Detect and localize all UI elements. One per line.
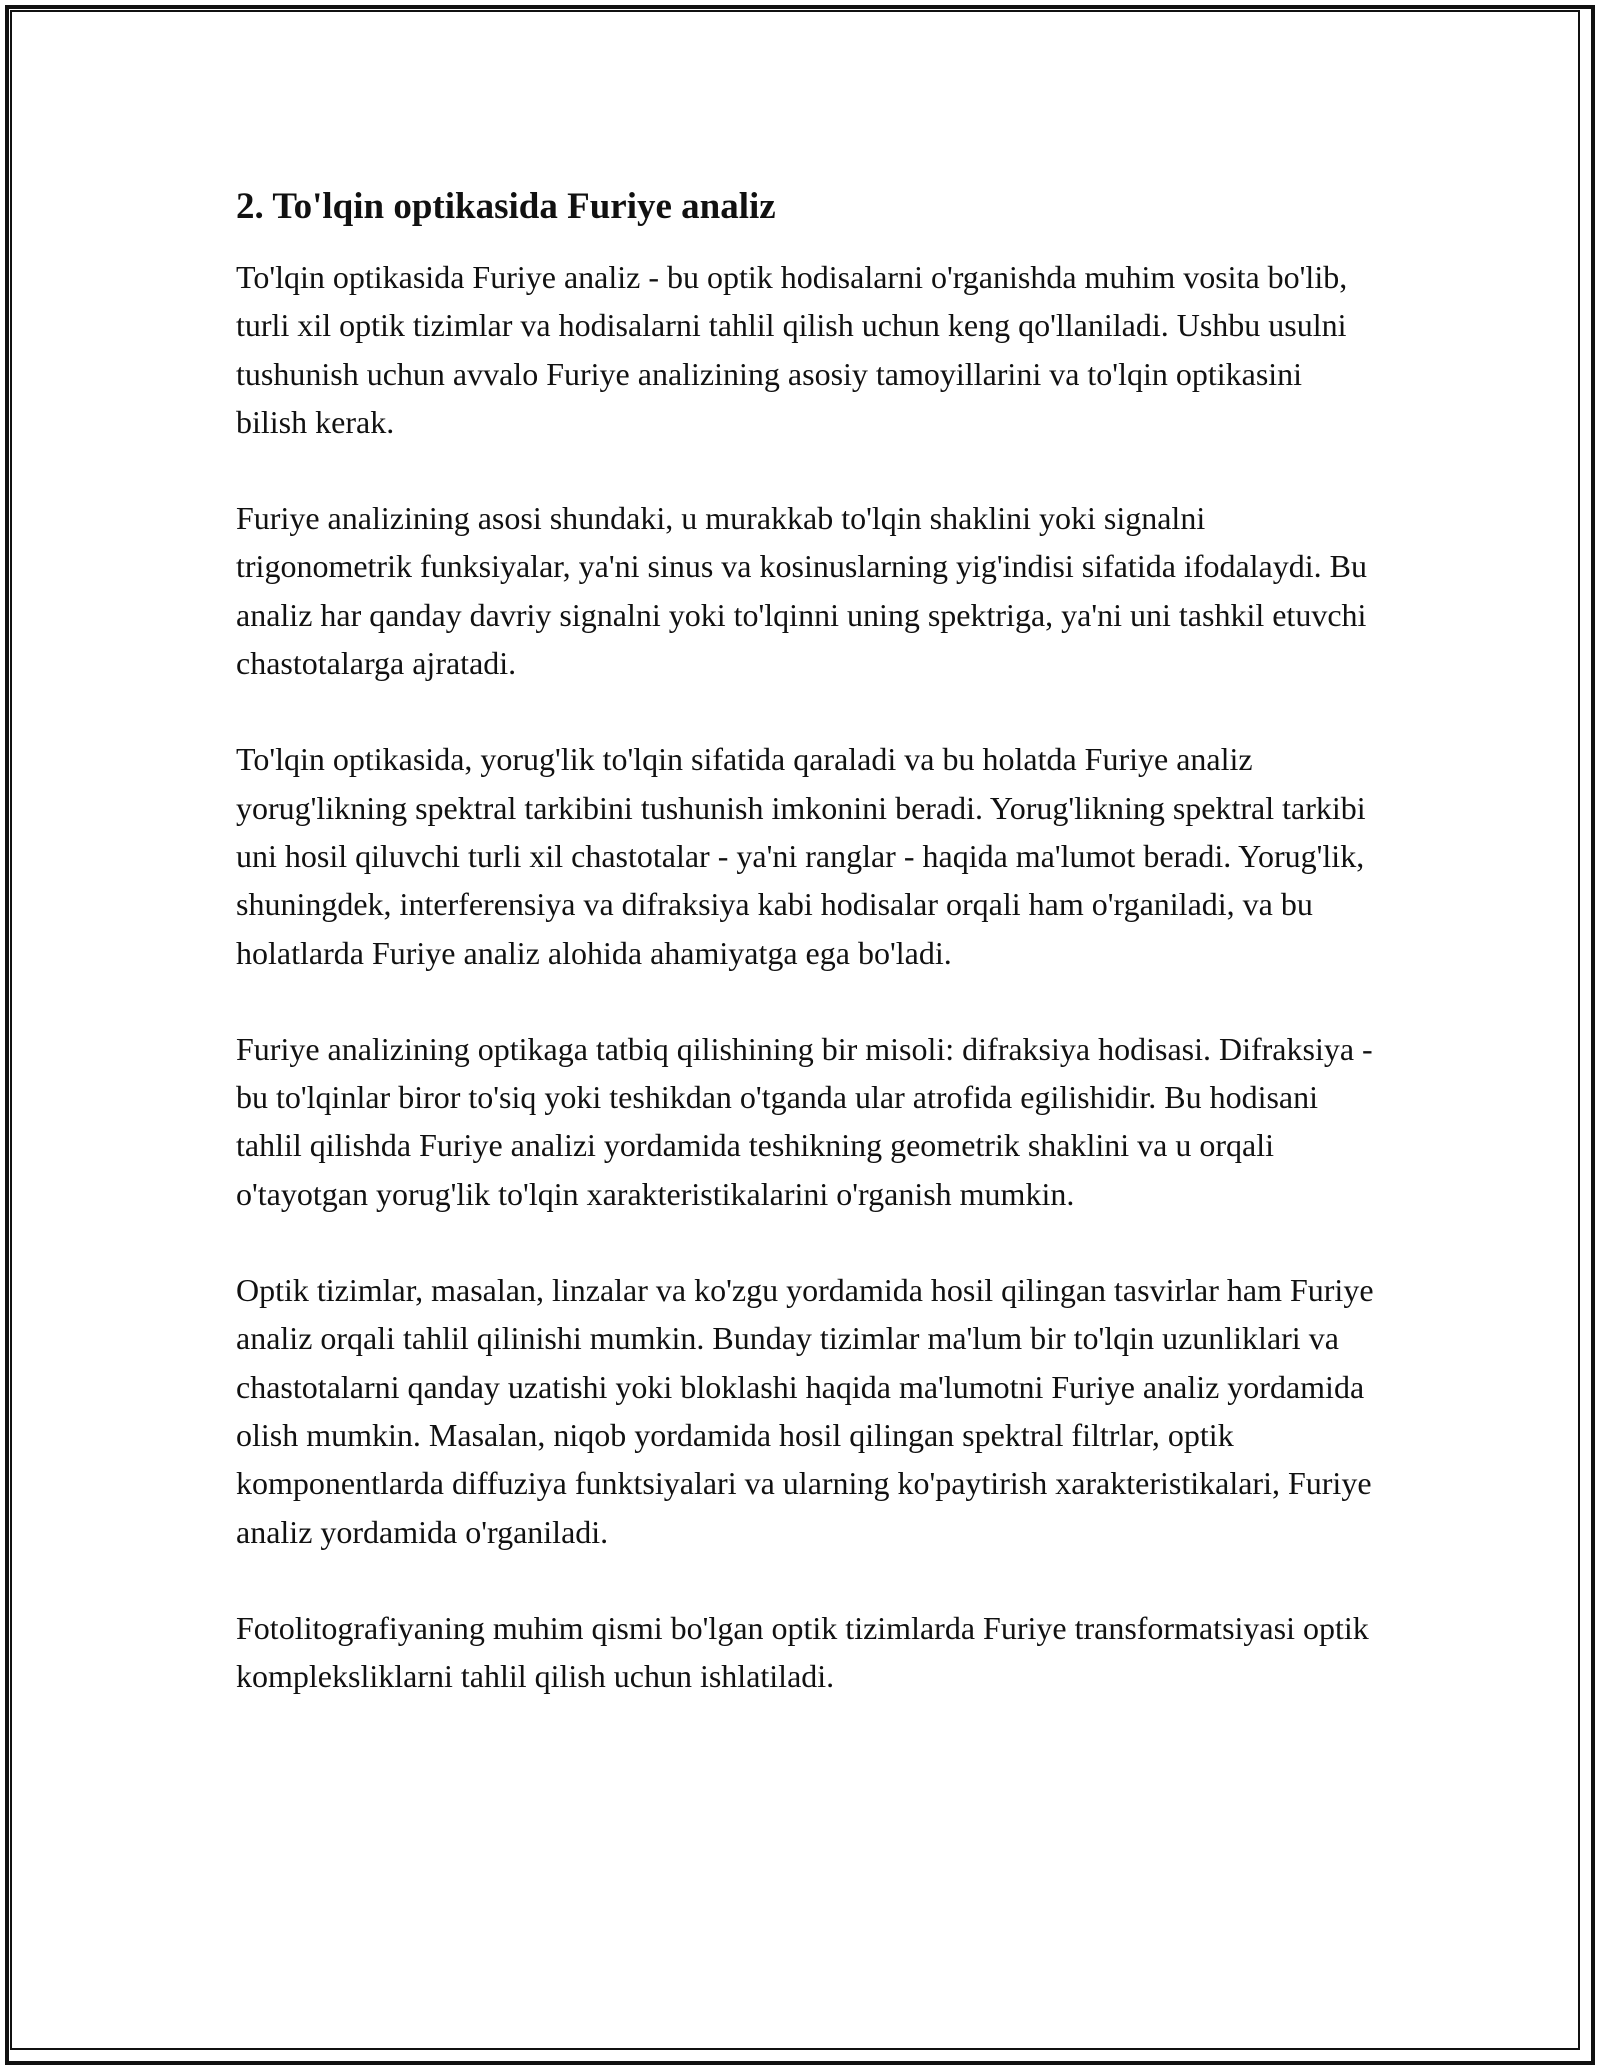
paragraph-optical-systems: Optik tizimlar, masalan, linzalar va ko'zgu yordamida hosil qilingan tasvirlar ham Furiye analiz orqali tahlil qilinishi mumkin. Bunday tizimlar ma'lum bir to'lqin uzunliklari va chastotalarni qanday uzatishi yoki bloklashi haqida ma'lumotni Furiye analiz yordamida olish mumkin. Masalan, niqob yordamida hosil qilingan spektral filtrlar, optik komponentlarda diffuziya funktsiyalari va ularning ko'paytirish xarakteristikalari, Furiye analiz yordamida o'rganiladi. [236,1272,1374,1550]
paragraph-light-spectrum: To'lqin optikasida, yorug'lik to'lqin sifatida qaraladi va bu holatda Furiye analiz yorug'likning spektral tarkibini tushunish imkonini beradi. Yorug'likning spektral tarkibi uni hosil qiluvchi turli xil chastotalar - ya'ni ranglar - haqida ma'lumot beradi. Yorug'lik, shuningdek, interferensiya va difraksiya kabi hodisalar orqali ham o'rganiladi, va bu holatlarda Furiye analiz alohida ahamiyatga ega bo'ladi. [236,741,1366,971]
section-heading: 2. To'lqin optikasida Furiye analiz [236,186,776,227]
paragraph-photolithography: Fotolitografiyaning muhim qismi bo'lgan optik tizimlarda Furiye transformatsiyasi optik kompleksliklarni tahlil qilish uchun ishlatiladi. [236,1609,1369,1695]
paragraph-fourier-basis: Furiye analizining asosi shundaki, u murakkab to'lqin shaklini yoki signalni trigonometrik funksiyalar, ya'ni sinus va kosinuslarning yig'indisi sifatida ifodalaydi. Bu analiz har qanday davriy signalni yoki to'lqinni uning spektriga, ya'ni uni tashkil etuvchi chastotalarga ajratadi. [236,500,1367,682]
paragraph-intro: To'lqin optikasida Furiye analiz - bu optik hodisalarni o'rganishda muhim vosita bo'lib, turli xil optik tizimlar va hodisalarni tahlil qilish uchun keng qo'llaniladi. Ushbu usulni tushunish uchun avvalo Furiye analizining asosiy tamoyillarini va to'lqin optikasini bilish kerak. [236,259,1348,440]
paragraph-diffraction: Furiye analizining optikaga tatbiq qilishining bir misoli: difraksiya hodisasi. Difraksiya - bu to'lqinlar biror to'siq yoki teshikdan o'tganda ular atrofida egilishidir. Bu hodisani tahlil qilishda Furiye analizi yordamida teshikning geometrik shaklini va u orqali o'tayotgan yorug'lik to'lqin xarakteristikalarini o'rganish mumkin. [236,1030,1373,1212]
document-body [236,185,1376,1748]
